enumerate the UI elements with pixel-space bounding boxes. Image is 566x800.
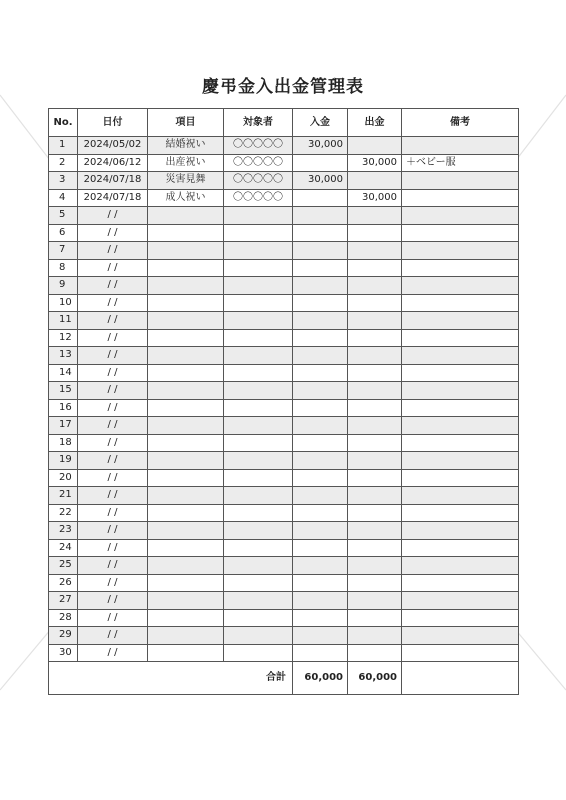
row-note [402,189,519,207]
row-number: 21 [49,487,78,505]
row-item: 災害見舞 [148,172,224,190]
row-item [148,329,224,347]
row-note [402,644,519,662]
table-row [49,154,519,172]
table-row [49,417,519,435]
table-row [49,399,519,417]
header-item: 項目 [148,109,224,137]
table-row [49,592,519,610]
table-row [49,207,519,225]
row-number: 1 [49,137,78,155]
row-item [148,469,224,487]
row-target [224,557,293,575]
header-no: No. [49,109,78,137]
row-date: / / [78,644,148,662]
row-income [293,417,348,435]
row-income [293,189,348,207]
row-income [293,452,348,470]
row-income [293,277,348,295]
row-target [224,382,293,400]
table-row [49,259,519,277]
row-expense [348,277,402,295]
row-income [293,487,348,505]
row-item [148,382,224,400]
row-note [402,434,519,452]
row-expense [348,259,402,277]
row-date: / / [78,539,148,557]
row-date: / / [78,224,148,242]
row-item [148,312,224,330]
table-row [49,557,519,575]
row-note [402,417,519,435]
row-date: 2024/07/18 [78,189,148,207]
row-target [224,364,293,382]
row-income [293,522,348,540]
row-target [224,609,293,627]
row-note [402,172,519,190]
row-date: 2024/06/12 [78,154,148,172]
row-number: 5 [49,207,78,225]
row-number: 10 [49,294,78,312]
table-row [49,644,519,662]
row-income [293,504,348,522]
row-note [402,609,519,627]
row-number: 23 [49,522,78,540]
row-expense [348,522,402,540]
table-row [49,574,519,592]
row-note [402,627,519,645]
row-number: 15 [49,382,78,400]
table-row [49,452,519,470]
row-date: / / [78,312,148,330]
row-date: / / [78,329,148,347]
row-expense [348,609,402,627]
row-date: / / [78,434,148,452]
row-income [293,224,348,242]
row-item [148,609,224,627]
row-target: 〇〇〇〇〇 [224,189,293,207]
row-expense [348,312,402,330]
ledger-table [48,108,519,695]
row-item: 成人祝い [148,189,224,207]
row-target: 〇〇〇〇〇 [224,172,293,190]
row-item [148,452,224,470]
row-income [293,347,348,365]
row-target: 〇〇〇〇〇 [224,154,293,172]
row-income [293,364,348,382]
row-item [148,277,224,295]
row-note [402,137,519,155]
row-expense [348,242,402,260]
row-date: / / [78,347,148,365]
row-note [402,539,519,557]
row-number: 17 [49,417,78,435]
row-date: / / [78,382,148,400]
row-number: 12 [49,329,78,347]
row-income [293,329,348,347]
row-date: / / [78,609,148,627]
table-row [49,347,519,365]
row-item [148,539,224,557]
row-number: 18 [49,434,78,452]
row-number: 13 [49,347,78,365]
row-note [402,592,519,610]
row-date: / / [78,294,148,312]
total-row [49,662,519,695]
row-date: / / [78,452,148,470]
row-date: / / [78,504,148,522]
row-income [293,259,348,277]
row-target [224,487,293,505]
row-expense: 30,000 [348,189,402,207]
row-target [224,224,293,242]
row-date: / / [78,487,148,505]
row-note [402,364,519,382]
row-item [148,399,224,417]
row-note [402,469,519,487]
row-target [224,242,293,260]
row-item [148,592,224,610]
row-note [402,312,519,330]
row-number: 2 [49,154,78,172]
row-income [293,242,348,260]
row-target [224,294,293,312]
header-expense: 出金 [348,109,402,137]
table-row [49,312,519,330]
row-number: 14 [49,364,78,382]
row-number: 4 [49,189,78,207]
row-number: 3 [49,172,78,190]
row-expense [348,347,402,365]
table-row [49,224,519,242]
header-date: 日付 [78,109,148,137]
row-number: 25 [49,557,78,575]
row-note [402,259,519,277]
row-expense [348,137,402,155]
row-item [148,627,224,645]
row-number: 16 [49,399,78,417]
table-row [49,277,519,295]
row-target [224,504,293,522]
row-target [224,627,293,645]
row-date: / / [78,364,148,382]
table-row [49,539,519,557]
row-number: 28 [49,609,78,627]
row-number: 11 [49,312,78,330]
row-note [402,329,519,347]
row-item [148,294,224,312]
row-item [148,434,224,452]
row-target [224,329,293,347]
row-expense [348,592,402,610]
row-income [293,294,348,312]
row-income [293,609,348,627]
table-row [49,487,519,505]
row-number: 20 [49,469,78,487]
page-title: 慶弔金入出金管理表 [202,77,364,97]
row-note: ＋ベビー服 [402,154,519,172]
row-date: / / [78,574,148,592]
row-number: 22 [49,504,78,522]
row-date: / / [78,417,148,435]
row-expense [348,644,402,662]
row-note [402,399,519,417]
row-item: 出産祝い [148,154,224,172]
row-target [224,399,293,417]
total-income: 60,000 [293,662,348,695]
row-income [293,557,348,575]
row-item [148,417,224,435]
row-date: / / [78,592,148,610]
row-note [402,557,519,575]
row-expense [348,294,402,312]
table-row [49,469,519,487]
row-income [293,382,348,400]
row-target [224,417,293,435]
table-row [49,434,519,452]
row-date: / / [78,207,148,225]
row-item [148,574,224,592]
row-expense [348,399,402,417]
table-row [49,609,519,627]
row-target: 〇〇〇〇〇 [224,137,293,155]
row-target [224,539,293,557]
row-note [402,207,519,225]
row-date: / / [78,522,148,540]
row-target [224,452,293,470]
row-note [402,347,519,365]
ledger-body [49,137,519,662]
row-date: 2024/05/02 [78,137,148,155]
row-expense [348,452,402,470]
row-expense [348,574,402,592]
row-number: 27 [49,592,78,610]
row-date: / / [78,557,148,575]
table-row [49,242,519,260]
row-expense: 30,000 [348,154,402,172]
row-income [293,207,348,225]
row-target [224,592,293,610]
row-expense [348,627,402,645]
row-item [148,347,224,365]
row-income [293,469,348,487]
row-number: 29 [49,627,78,645]
row-note [402,522,519,540]
table-row [49,189,519,207]
row-income: 30,000 [293,172,348,190]
row-expense [348,172,402,190]
row-target [224,207,293,225]
row-date: / / [78,259,148,277]
row-date: 2024/07/18 [78,172,148,190]
table-row [49,627,519,645]
row-number: 30 [49,644,78,662]
row-item [148,557,224,575]
total-label: 合計 [49,662,293,695]
row-target [224,574,293,592]
table-row [49,172,519,190]
row-item [148,242,224,260]
row-income [293,399,348,417]
row-expense [348,434,402,452]
row-expense [348,382,402,400]
table-row [49,137,519,155]
row-note [402,574,519,592]
row-expense [348,487,402,505]
row-item [148,504,224,522]
header-target: 対象者 [224,109,293,137]
table-row [49,504,519,522]
row-income [293,574,348,592]
row-expense [348,207,402,225]
row-expense [348,224,402,242]
row-expense [348,557,402,575]
row-note [402,242,519,260]
row-note [402,224,519,242]
row-number: 19 [49,452,78,470]
row-item [148,207,224,225]
row-income [293,644,348,662]
row-item [148,487,224,505]
row-target [224,469,293,487]
header-note: 備考 [402,109,519,137]
row-number: 24 [49,539,78,557]
row-item [148,364,224,382]
row-date: / / [78,469,148,487]
row-target [224,522,293,540]
row-expense [348,364,402,382]
table-row [49,294,519,312]
row-target [224,347,293,365]
row-income [293,154,348,172]
row-target [224,259,293,277]
row-income [293,627,348,645]
table-row [49,329,519,347]
table-row [49,522,519,540]
row-income [293,312,348,330]
total-note [402,662,519,695]
row-number: 9 [49,277,78,295]
table-row [49,364,519,382]
row-number: 6 [49,224,78,242]
row-item [148,522,224,540]
total-expense: 60,000 [348,662,402,695]
row-income [293,539,348,557]
header-row [49,109,519,137]
table-row [49,382,519,400]
row-item: 結婚祝い [148,137,224,155]
row-number: 7 [49,242,78,260]
row-note [402,487,519,505]
row-date: / / [78,399,148,417]
row-income [293,592,348,610]
header-income: 入金 [293,109,348,137]
row-expense [348,504,402,522]
row-note [402,504,519,522]
row-expense [348,417,402,435]
row-target [224,312,293,330]
row-note [402,277,519,295]
row-date: / / [78,627,148,645]
row-item [148,259,224,277]
row-note [402,382,519,400]
row-income: 30,000 [293,137,348,155]
row-date: / / [78,242,148,260]
row-item [148,224,224,242]
row-expense [348,329,402,347]
row-expense [348,539,402,557]
row-note [402,294,519,312]
row-target [224,644,293,662]
row-target [224,277,293,295]
row-expense [348,469,402,487]
row-income [293,434,348,452]
row-note [402,452,519,470]
row-number: 8 [49,259,78,277]
row-target [224,434,293,452]
row-date: / / [78,277,148,295]
row-item [148,644,224,662]
row-number: 26 [49,574,78,592]
